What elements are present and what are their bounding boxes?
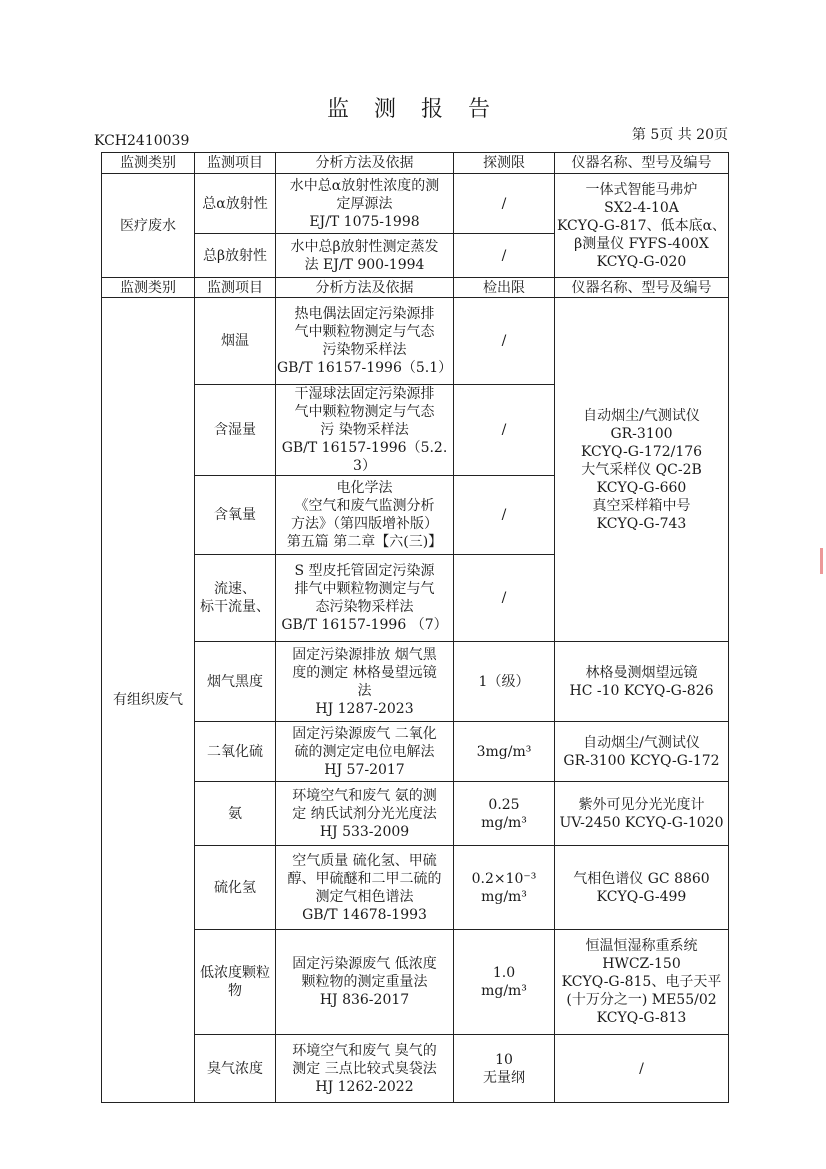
category-cell: 医疗废水 [102,174,195,278]
item-cell [195,298,276,385]
method-cell [276,846,454,930]
instrument-text: / [639,1060,644,1077]
table-row [102,846,729,930]
item-text: 二氧化硫 [207,743,263,760]
instrument-text: 一体式智能马弗炉 SX2-4-10A KCYQ-G-817、低本底α、 β测量仪 FYFS-400X KCYQ-G-020 [556,181,727,270]
limit-text: 10 无量纲 [483,1051,525,1086]
method-text: 空气质量 硫化氢、甲硫 醇、甲硫醚和二甲二硫的 测定气相色谱法 GB/T 14678-1993 [287,852,442,923]
method-cell [276,174,454,234]
table-row [102,174,729,234]
item-cell [195,642,276,722]
item-text: 烟温 [221,333,249,349]
header-limit: 检出限 [454,278,555,298]
header-item: 监测项目 [195,278,276,298]
instrument-cell [555,846,729,930]
category-cell: 有组织废气 [102,298,195,1103]
method-cell [276,642,454,722]
header-method: 分析方法及依据 [276,278,454,298]
method-text: 水中总β放射性测定蒸发 法 EJ/T 900-1994 [290,238,439,273]
method-text: S 型皮托管固定污染源 排气中颗粒物测定与气 态污染物采样法 GB/T 16157-1996 （7） [281,563,448,633]
instrument-text: 气相色谱仪 GC 8860 KCYQ-G-499 [573,870,710,905]
limit-text: 0.2×10⁻³ mg/m³ [471,870,537,905]
method-text: 固定污染源废气 二氧化 硫的测定定电位电解法 HJ 57-2017 [292,725,437,778]
method-cell [276,1035,454,1103]
instrument-cell [555,782,729,846]
instrument-text: 恒温恒湿称重系统 HWCZ-150 KCYQ-G-815、电子天平 (十万分之一) ME55/02 KCYQ-G-813 [561,938,722,1026]
method-text: 固定污染源废气 低浓度 颗粒物的测定重量法 HJ 836-2017 [292,956,437,1008]
method-cell [276,298,454,385]
limit-text: 1.0 mg/m³ [481,965,527,999]
item-cell [195,1035,276,1103]
method-cell [276,722,454,782]
method-text: 电化学法 《空气和废气监测分析 方法》（第四版增补版） 第五篇 第二章【六(三)】 [286,480,443,550]
method-text: 固定污染源排放 烟气黑 度的测定 林格曼望远镜 法 HJ 1287-2023 [292,646,437,717]
limit-text: 0.25 mg/m³ [481,796,527,831]
method-text: 干湿球法固定污染源排 气中颗粒物测定与气态 污 染物采样法 GB/T 16157-1996（5.2.3） [281,386,448,474]
item-cell [195,555,276,642]
limit-cell: / [454,476,555,555]
table-row [102,930,729,1035]
limit-cell: / [454,555,555,642]
instrument-text: 自动烟尘/气测试仪 GR-3100 KCYQ-G-172/176 大气采样仪 QC-2B KCYQ-G-660 真空采样箱中号 KCYQ-G-743 [580,407,703,532]
header-category: 监测类别 [102,278,195,298]
item-cell: 总α放射性 [195,174,276,234]
item-cell [195,385,276,476]
instrument-cell [555,642,729,722]
method-text: 环境空气和废气 臭气的 测定 三点比较式臭袋法 HJ 1262-2022 [292,1042,437,1095]
limit-cell: / [454,234,555,278]
monitoring-methods-table [101,152,729,1103]
instrument-cell [555,174,729,278]
instrument-cell [555,298,729,642]
method-text: 热电偶法固定污染源排 气中颗粒物测定与气态 污染物采样法 GB/T 16157-1996（5.1） [277,306,453,376]
limit-cell [454,782,555,846]
method-text: 环境空气和废气 氨的测 定 纳氏试剂分光光度法 HJ 533-2009 [292,787,437,840]
table-row [102,1035,729,1103]
report-title: 监 测 报 告 [327,97,499,122]
item-text: 含氧量 [214,507,256,523]
method-cell [276,782,454,846]
instrument-cell [555,722,729,782]
instrument-cell [555,1035,729,1103]
limit-text: 3mg/m³ [476,743,532,760]
report-number: KCH2410039 [94,133,190,149]
method-cell [276,234,454,278]
instrument-text: 自动烟尘/气测试仪 GR-3100 KCYQ-G-172 [563,734,720,769]
limit-cell [454,930,555,1035]
table-row [102,298,729,385]
method-cell [276,385,454,476]
method-cell [276,930,454,1035]
instrument-text: 紫外可见分光光度计 UV-2450 KCYQ-G-1020 [559,796,724,831]
limit-cell: / [454,385,555,476]
item-text: 烟气黑度 [207,673,263,690]
instrument-cell [555,930,729,1035]
item-cell [195,846,276,930]
limit-cell [454,1035,555,1103]
limit-text: 1（级） [478,673,530,690]
item-text: 氨 [228,805,242,822]
page-indicator: 第 5页 共 20页 [631,127,728,143]
table-row [102,782,729,846]
item-cell [195,930,276,1035]
limit-cell [454,722,555,782]
item-text: 硫化氢 [214,879,256,896]
header-method: 分析方法及依据 [276,153,454,174]
item-text: 低浓度颗粒 物 [200,965,270,999]
header-item: 监测项目 [195,153,276,174]
edge-seal-mark [820,548,823,574]
limit-cell [454,642,555,722]
item-text: 含湿量 [214,422,256,438]
method-cell [276,476,454,555]
method-text: 水中总α放射性浓度的测 定厚源法 EJ/T 1075-1998 [289,177,440,230]
table-row [102,722,729,782]
limit-cell: / [454,174,555,234]
item-text: 臭气浓度 [207,1060,263,1077]
item-text: 流速、 标干流量、 [200,581,270,615]
limit-cell [454,846,555,930]
table1-header-row [102,153,729,174]
table-row [102,642,729,722]
header-instrument: 仪器名称、型号及编号 [555,153,729,174]
limit-cell: / [454,298,555,385]
item-cell [195,722,276,782]
item-cell [195,476,276,555]
header-category: 监测类别 [102,153,195,174]
header-instrument: 仪器名称、型号及编号 [555,278,729,298]
header-limit: 探测限 [454,153,555,174]
item-cell: 总β放射性 [195,234,276,278]
method-cell [276,555,454,642]
table2-header-row [102,278,729,298]
item-cell [195,782,276,846]
instrument-text: 林格曼测烟望远镜 HC -10 KCYQ-G-826 [569,664,714,699]
